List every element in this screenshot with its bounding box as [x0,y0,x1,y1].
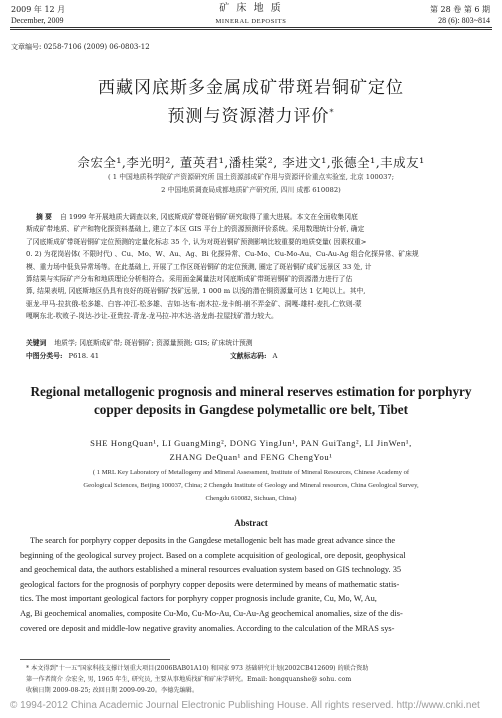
abstract-en-line: The search for porphyry copper deposits in the Gangdese metallogenic belt has made great advance since the [30,536,396,545]
footnote-rule [20,659,170,660]
authors-en-line2: ZHANG DeQuan¹ and FENG ChengYou¹ [169,452,333,462]
header-pages: 28 (6): 803~814 [438,16,490,25]
abstract-cn-line: 嘎啊东北-吹败子-岗达-沙让-亚贵拉-青龙-龙马拉-冲木达-洛龙南-拉屋找矿潜力较大。 [26,312,278,321]
abstract-cn [26,211,482,323]
clc-value: P618. 41 [68,352,100,360]
affiliation-cn-2: 2 中国地质调查局成都地质矿产研究所, 四川 成都 610082) [161,186,341,194]
abstract-en-line: beginning of the geological survey project. Based on a complete acquisition of geological, ore deposit, geophysical [20,550,406,560]
header-date-cn: 2009 年 12 月 [11,5,66,14]
abstract-en-line: covered ore deposit and middle-low negative gravity anomalies. According to the calculation of the MRAS sys- [20,623,395,633]
abstract-en-heading: Abstract [234,518,268,528]
authors-en-line1: SHE HongQuan¹, LI GuangMing², DONG YingJun¹, PAN GuiTang², LI JinWen¹, [90,438,412,448]
authors-cn: 佘宏全¹,李光明², 董英君¹,潘桂棠², 李进文¹,张德全¹,丰成友¹ [77,155,425,170]
abstract-en-line: geological factors for the prognosis of porphyry copper deposits were determined by means of mathematic statis- [20,579,400,589]
abstract-cn-line: 算结果与实际矿产分布和地质理论分析相符合。采用面金属量法对冈底斯成矿带斑岩铜矿的资源潜力进行了估 [26,275,353,284]
journal-name-en: MINERAL DEPOSITS [215,18,287,25]
header-date-en: December, 2009 [11,16,64,25]
header-rule [10,27,492,28]
abstract-cn-line: 模、重力场中低负异常场等。在此基础上, 开展了工作区斑岩铜矿的定位预测, 圈定了斑岩铜矿成矿远景区 33 处, 计 [26,262,372,271]
title-en-line1: Regional metallogenic prognosis and mineral reserves estimation for porphyry [30,384,472,399]
affiliation-en-3: Chengdu 610082, Sichuan, China) [205,495,297,502]
abstract-en [20,534,483,636]
title-footnote-mark: * [329,108,335,117]
title-cn-line1: 西藏冈底斯多金属成矿带斑岩铜矿定位 [98,78,404,98]
header-volume: 第 28 卷 第 6 期 [430,5,490,14]
abstract-cn-text: 自 1999 年开展地质大调查以来, 冈底斯成矿带斑岩铜矿研究取得了重大进展。本文在全面收集冈底 [59,213,358,221]
header-rule-thin [10,29,492,30]
doc-code-label: 文献标志码: [230,352,267,360]
clc-label: 中图分类号: [26,352,63,360]
keywords-cn-text: 地质学; 冈底斯成矿带; 斑岩铜矿; 资源量预测; GIS; 矿床统计预测 [54,339,253,347]
footnote-author: 第一作者简介 佘宏全, 男, 1965 年生, 研究员, 主要从事地质找矿和矿床学研究。Email: hongquanshe@ sohu. com [26,676,352,683]
abstract-cn-label: 摘 要 [36,213,52,221]
abstract-cn-line: 算, 结果表明, 冈底斯地区仍具有良好的斑岩铜矿找矿远景, 1 000 m 以浅的潜在铜资源量可达 1 亿吨以上。其中, [26,287,366,296]
doc-code-value: A [272,352,278,360]
title-cn-line2-text: 预测与资源潜力评价 [167,106,330,127]
title-cn-line2 [0,101,502,129]
article-id: 文章编号: 0258-7106 (2009) 06-0803-12 [11,43,150,51]
abstract-cn-line: 0. 2) 为花岗岩体( 不限时代) 、Cu、Mo、W、Au、Ag、Bi 化探异常、Cu-Mo、Cu-Mo-Au、Cu-Au-Ag 组合化探异常、矿床规 [26,250,419,259]
affiliation-en-1: ( 1 MRL Key Laboratory of Metallogeny and Mineral Assessment, Institute of Mineral Resources, Chinese Academy of [92,469,410,476]
footnote-dates: 收稿日期 2009-08-25; 改回日期 2009-09-20。李德先编辑。 [26,687,199,694]
abstract-cn-line: 了冈底斯成矿带斑岩铜矿定位预测的定量化标志 35 个, 认为对斑岩铜矿预测影响比较重要的地质变量( 因素权重> [26,237,367,246]
abstract-cn-line: 斯成矿带地质、矿产和物化探资料基础上, 建立了本区 GIS 平台上的资源预测评价系统。采用数理统计分析, 确定 [26,225,365,234]
abstract-en-line: tics. The most important geological factors for porphyry copper prognosis include granite, Cu, Mo, W, Au, [20,594,377,604]
keywords-cn [26,337,253,349]
keywords-cn-label: 关键词 [26,339,47,347]
abstract-en-line: and geochemical data, the authors established a mineral resources evaluation system based on GIS technology. 35 [20,565,402,575]
abstract-cn-line: 驱龙-甲马-拉抗俄-松多雄、白容-冲江-松多雄、吉如-达布-南木拉-龙卡朗-崩不弄金矿、洞嘎-雄村-麦扎-仁钦则-蒙 [26,299,362,308]
footnote-funding: * 本文得到"十一五"国家科技支撑计划重大项目(2006BAB01A10) 和国家 973 基础研究计划(2002CB412609) 的联合资助 [26,665,369,672]
affiliation-en-2: Geological Sciences, Beijing 100037, China; 2 Chengdu Institute of Geology and Mineral resources, China Geological Survey, [83,482,419,489]
abstract-cn-line [26,211,482,223]
cnki-watermark: © 1994-2012 China Academic Journal Electronic Publishing House. All rights reserved. http://www.cnki.net [10,700,480,711]
clc-number [26,350,99,362]
abstract-en-line: Ag, Bi geochemical anomalies, composite Cu-Mo, Cu-Mo-Au, Cu-Au-Ag geochemical anomalies, size of the dis- [20,608,403,618]
journal-name-cn: 矿 床 地 质 [219,3,283,14]
title-en-line2: copper deposits in Gangdese polymetallic ore belt, Tibet [93,402,409,417]
document-code [230,350,277,362]
affiliation-cn-1: ( 1 中国地质科学院矿产资源研究所 国土资源部成矿作用与资源评价重点实验室, 北京 100037; [107,173,395,181]
